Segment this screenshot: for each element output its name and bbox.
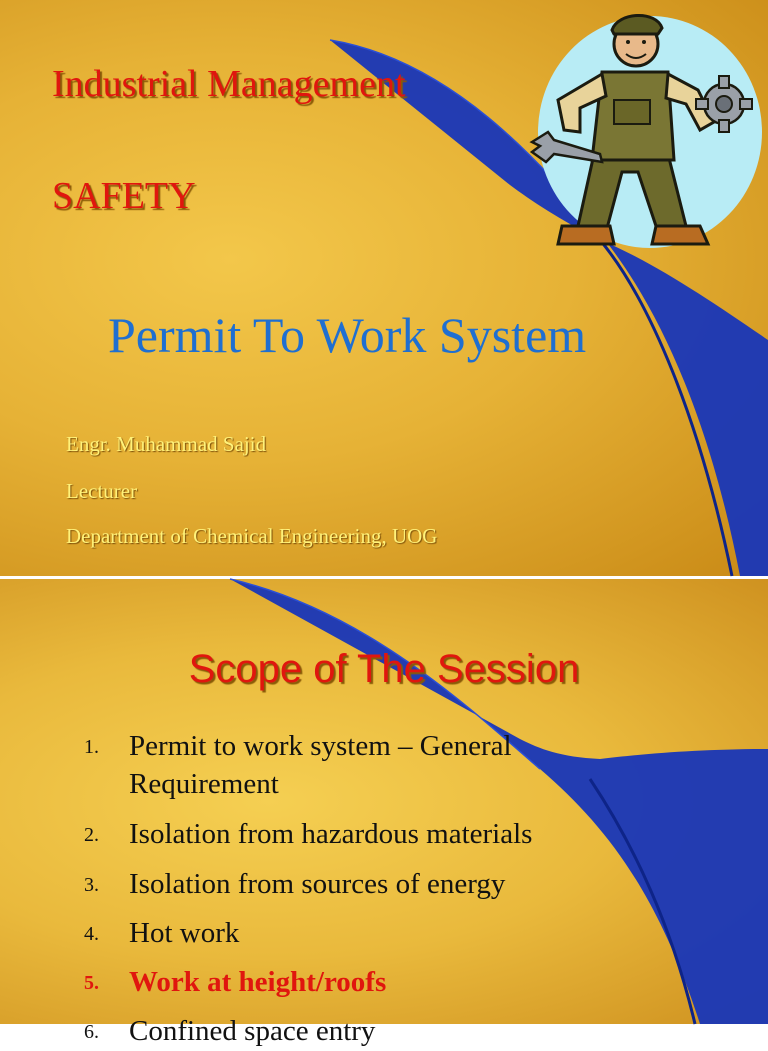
slide-subtitle: Permit To Work System (108, 307, 587, 363)
list-text: Confined space entry (129, 1015, 376, 1047)
slide-title: Scope of The Session (188, 647, 580, 691)
list-text: Isolation from sources of energy (129, 868, 506, 900)
list-text-continued: Requirement (129, 768, 279, 800)
author-role: Lecturer (66, 479, 138, 503)
blue-swoosh-decoration (0, 579, 768, 1024)
worker-with-wrench-and-gear-icon (518, 4, 762, 250)
list-number: 5. (84, 972, 99, 994)
list-number: 2. (84, 824, 99, 846)
list-number: 3. (84, 874, 99, 896)
list-text: Hot work (129, 917, 240, 949)
list-text: Permit to work system – General (129, 730, 512, 762)
scope-slide (0, 579, 768, 1047)
slide-title: Industrial Management (52, 63, 406, 105)
author-department: Department of Chemical Engineering, UOG (66, 524, 438, 548)
list-number: 6. (84, 1021, 99, 1043)
slide-subject: SAFETY (52, 175, 196, 217)
list-number: 4. (84, 923, 99, 945)
author-name: Engr. Muhammad Sajid (66, 432, 267, 456)
list-text: Work at height/roofs (129, 966, 387, 998)
list-text: Isolation from hazardous materials (129, 818, 533, 850)
list-number: 1. (84, 736, 99, 758)
